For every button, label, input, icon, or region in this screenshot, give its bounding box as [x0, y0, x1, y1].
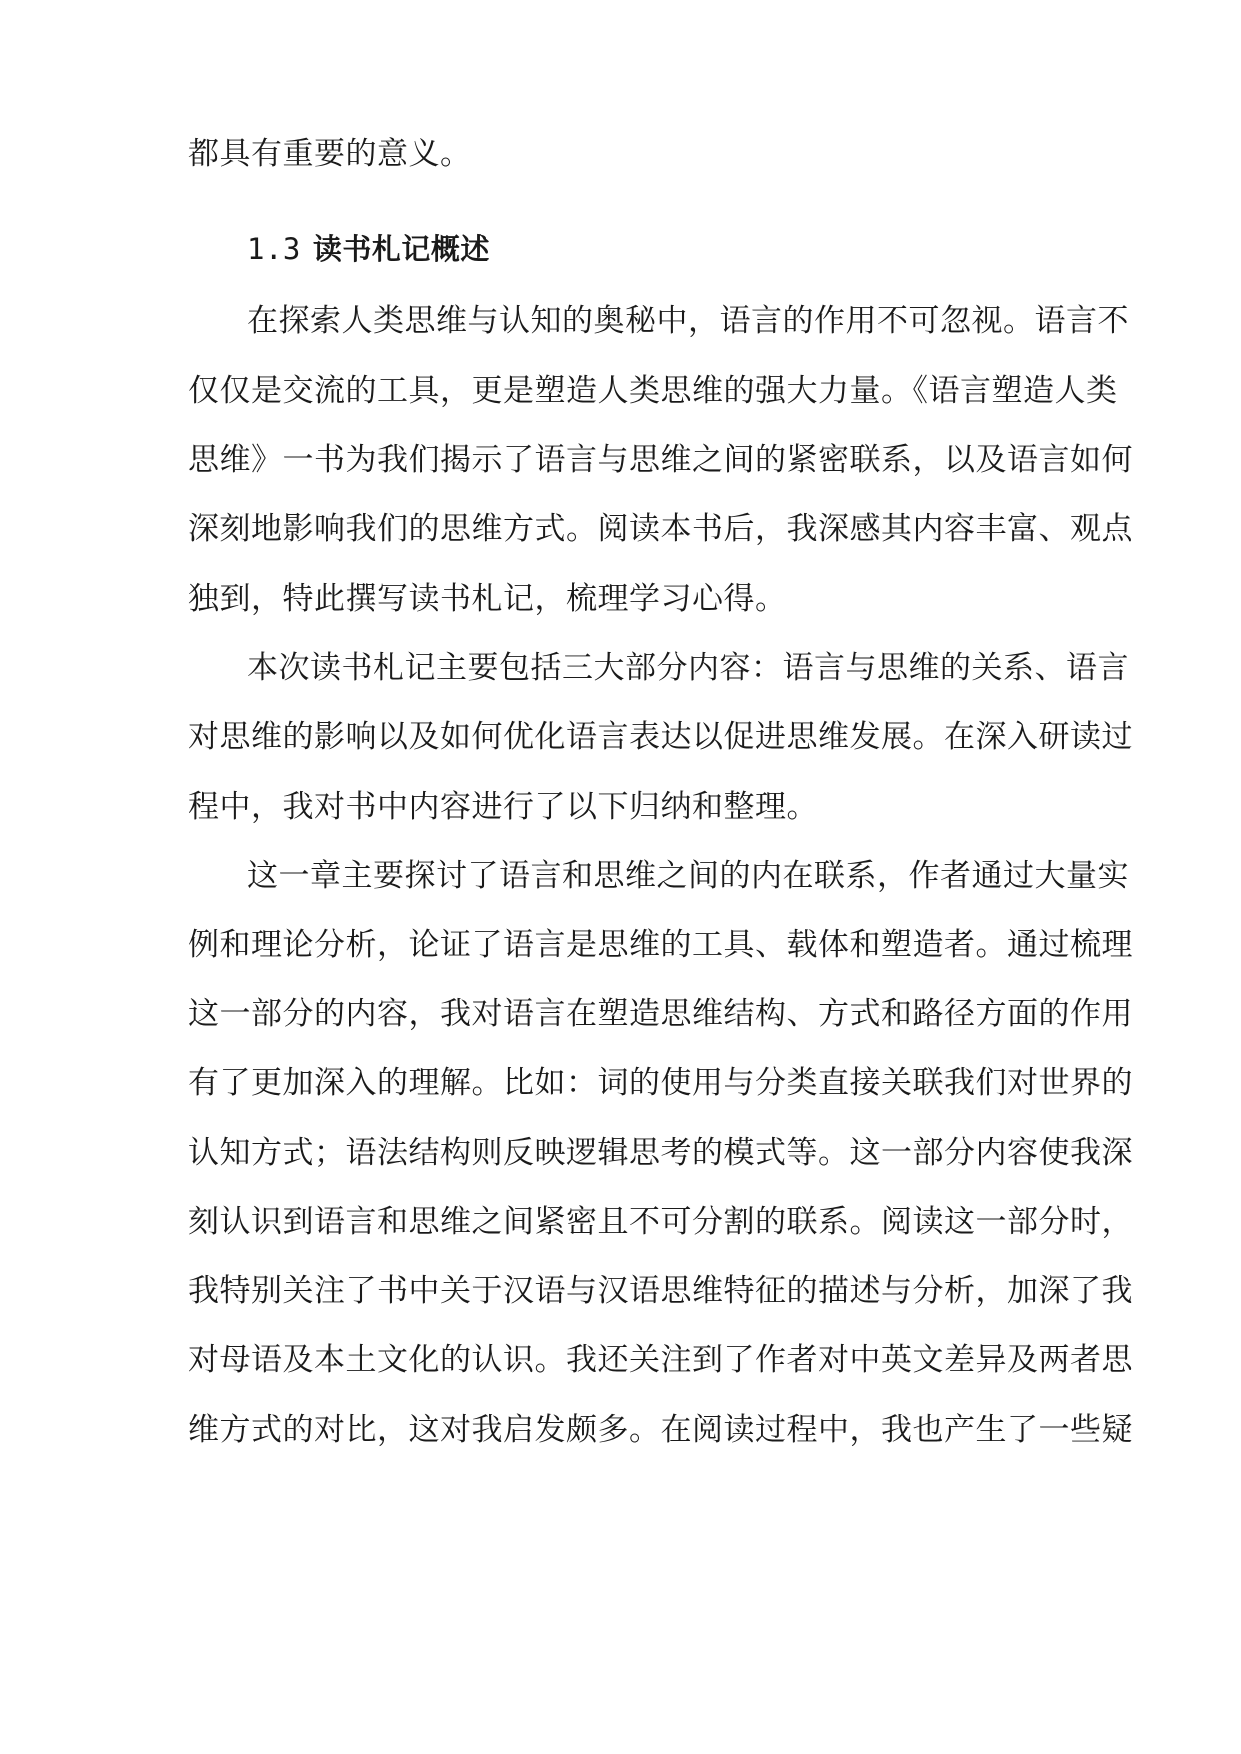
section-title: 读书札记概述 [312, 232, 490, 266]
text-line: 思维》一书为我们揭示了语言与思维之间的紧密联系，以及语言如何 [188, 442, 1133, 478]
text-line: 我特别关注了书中关于汉语与汉语思维特征的描述与分析，加深了我 [188, 1273, 1133, 1309]
text-line: 维方式的对比，这对我启发颇多。在阅读过程中，我也产生了一些疑 [188, 1412, 1133, 1448]
text-line: 对思维的影响以及如何优化语言表达以促进思维发展。在深入研读过 [188, 719, 1133, 755]
text-line: 刻认识到语言和思维之间紧密且不可分割的联系。阅读这一部分时， [188, 1204, 1133, 1240]
text-line: 对母语及本土文化的认识。我还关注到了作者对中英文差异及两者思 [188, 1342, 1133, 1378]
text-line: 这一部分的内容，我对语言在塑造思维结构、方式和路径方面的作用 [188, 996, 1133, 1032]
text-line: 深刻地影响我们的思维方式。阅读本书后，我深感其内容丰富、观点 [188, 511, 1133, 547]
text-line: 有了更加深入的理解。比如：词的使用与分类直接关联我们对世界的 [188, 1065, 1133, 1101]
section-number: 1.3 [247, 232, 301, 266]
text-line: 认知方式；语法结构则反映逻辑思考的模式等。这一部分内容使我深 [188, 1135, 1133, 1171]
text-line: 在探索人类思维与认知的奥秘中，语言的作用不可忽视。语言不 [247, 303, 1129, 339]
text-line: 这一章主要探讨了语言和思维之间的内在联系，作者通过大量实 [247, 858, 1129, 894]
text-line: 仅仅是交流的工具，更是塑造人类思维的强大力量。《语言塑造人类 [188, 373, 1118, 409]
text-line: 独到，特此撰写读书札记，梳理学习心得。 [188, 581, 787, 617]
text-line: 都具有重要的意义。 [188, 136, 472, 172]
text-line: 例和理论分析，论证了语言是思维的工具、载体和塑造者。通过梳理 [188, 927, 1133, 963]
text-line: 本次读书札记主要包括三大部分内容：语言与思维的关系、语言 [247, 650, 1129, 686]
text-line: 程中，我对书中内容进行了以下归纳和整理。 [188, 789, 818, 825]
section-heading [247, 229, 1117, 269]
